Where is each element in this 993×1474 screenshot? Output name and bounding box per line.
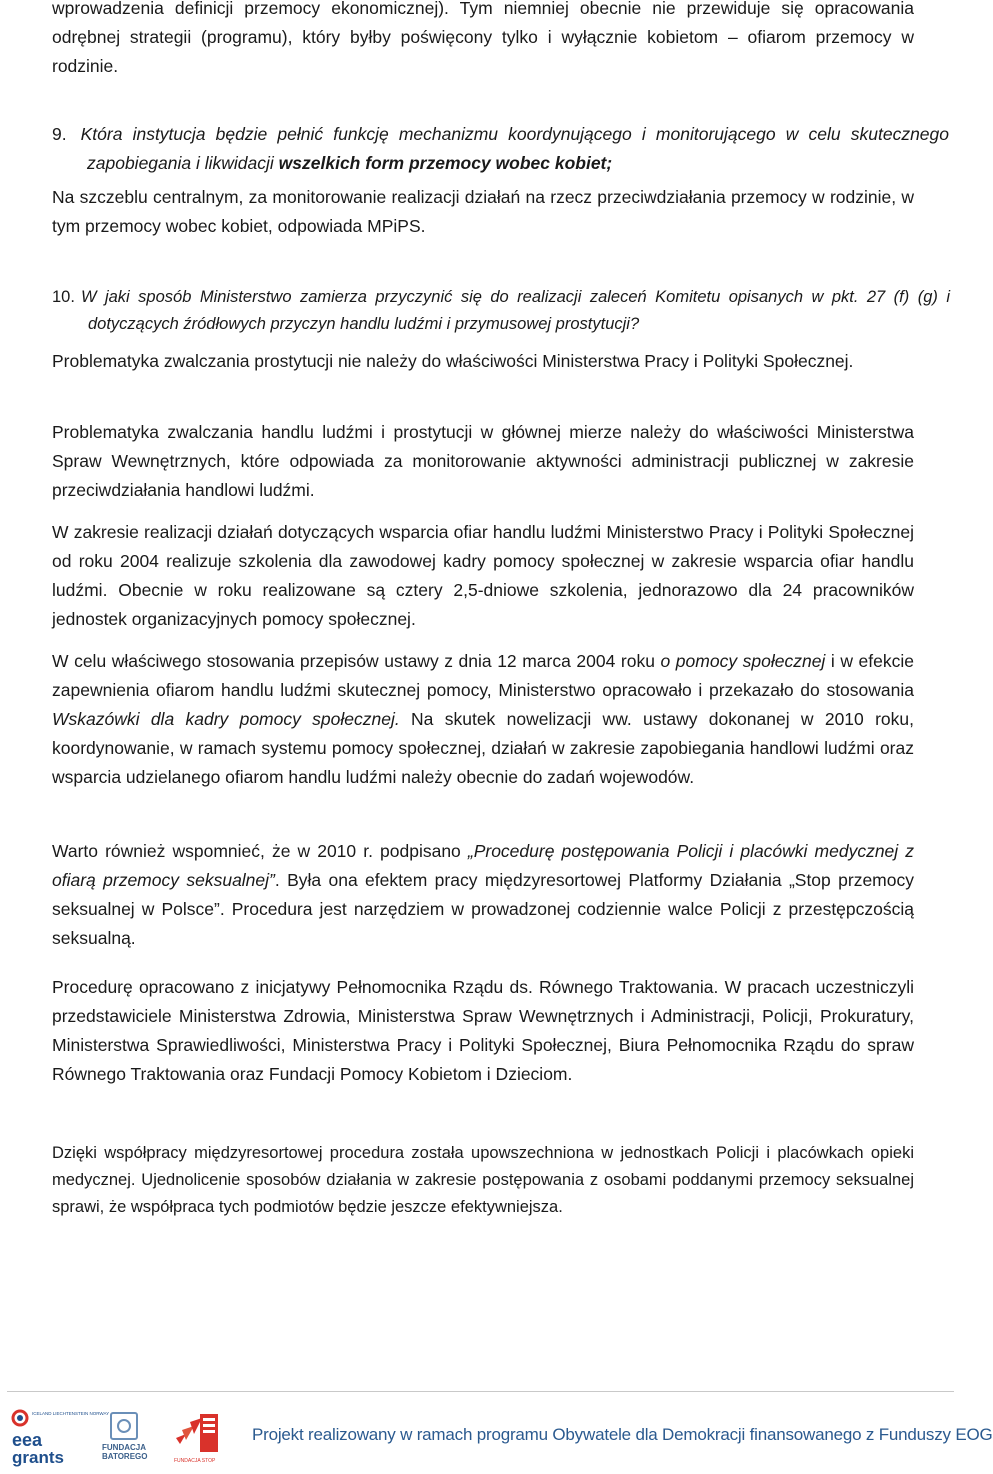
- paragraph-intro: wprowadzenia definicji przemocy ekonomicznej). Tym niemniej obecnie nie przewiduje się opracowania odrębnej strategii (programu), który byłby poświęcony tylko i wyłącznie kobietom – ofiarom przemocy w rodzinie.: [52, 0, 914, 76]
- answer-10-ministry: Problematyka zwalczania handlu ludźmi i prostytucji w głównej mierze należy do właściwości Ministerstwa Spraw Wewnętrznych, które odpowiada za monitorowanie aktywności administracji publicznej w zakresie przeciwdziałania handlowi ludźmi.: [52, 422, 914, 500]
- project-funding-note: Projekt realizowany w ramach programu Obywatele dla Demokracji finansowanego z Funduszy EOG: [252, 1425, 993, 1444]
- answer-10-training: W zakresie realizacji działań dotyczących wsparcia ofiar handlu ludźmi Ministerstwo Pracy i Polityki Społecznej od roku 2004 realizuje szkolenia dla zawodowej kadry pomocy społecznej w zakresie wsparcia ofiar handlu ludźmi. Obecnie w roku realizowane są cztery 2,5-dniowe szkolenia, jednorazowo dla 24 pracowników jednostek organizacyjnych pomocy społecznej.: [52, 522, 914, 629]
- eea-grants-logo: [8, 1406, 110, 1467]
- fundacja-batorego-logo: FUNDACJA BATOREGO: [102, 1412, 146, 1466]
- eea-grants-icon: [8, 1406, 110, 1467]
- svg-text:eea: eea: [12, 1430, 43, 1450]
- answer-10-prostitution: Problematyka zwalczania prostytucji nie należy do właściwości Ministerstwa Pracy i Polityki Społecznej.: [52, 351, 854, 371]
- answer-10-guidelines: W celu właściwego stosowania przepisów ustawy z dnia 12 marca 2004 roku o pomocy społecznej i w efekcie zapewnienia ofiarom handlu ludźmi skutecznej pomocy, Ministerstwo opracowało i przekazało do stosowania Wskazówki dla kadry pomocy społecznej. Na skutek nowelizacji ww. ustawy dokonanej w 2010 roku, koordynowanie, w ramach systemu pomocy społecznej, działań w zakresie zapobiegania handlowi ludźmi oraz wsparcia udzielanego ofiarom handlu ludźmi należy obecnie do zadań wojewodów.: [52, 651, 914, 787]
- batorego-icon: [110, 1412, 138, 1440]
- partner-logo: [172, 1404, 222, 1466]
- answer-10-cooperation: Dzięki współpracy międzyresortowej procedura została upowszechniona w jednostkach Policji i placówkach opieki medycznej. Ujednolicenie sposobów działania w zakresie postępowania z osobami poddanymi przemocy seksualnej sprawi, że współpraca tych podmiotów będzie jeszcze efektywniejsza.: [52, 1144, 914, 1216]
- answer-10-initiative: Procedurę opracowano z inicjatywy Pełnomocnika Rządu ds. Równego Traktowania. W pracach uczestniczyli przedstawiciele Ministerstwa Zdrowia, Ministerstwa Spraw Wewnętrznych i Administracji, Policji, Prokuratury, Ministerstwa Sprawiedliwości, Ministerstwa Pracy i Polityki Społecznej, Biura Pełnomocnika Rządu do spraw Równego Traktowania oraz Fundacji Pomocy Kobietom i Dzieciom.: [52, 977, 914, 1084]
- svg-text:FUNDACJA STOP: FUNDACJA STOP: [174, 1458, 216, 1464]
- question-9: 9. Która instytucja będzie pełnić funkcję mechanizmu koordynującego i monitorującego w celu skutecznego zapobiegania i likwidacji wszelkich form przemocy wobec kobiet;: [52, 124, 949, 173]
- footer: [0, 1392, 993, 1474]
- question-10: 10. W jaki sposób Ministerstwo zamierza przyczynić się do realizacji zaleceń Komitetu opisanych w pkt. 27 (f) (g) i dotyczących źródłowych przyczyn handlu ludźmi i przymusowej prostytucji?: [52, 288, 950, 333]
- answer-10-procedure: Warto również wspomnieć, że w 2010 r. podpisano „Procedurę postępowania Policji i placówki medycznej z ofiarą przemocy seksualnej”. Była ona efektem pracy międzyresortowej Platformy Działania „Stop przemocy seksualnej w Polsce”. Procedura jest narzędziem w prowadzonej codziennie walce Policji z przestępczością seksualną.: [52, 841, 914, 948]
- answer-9: Na szczeblu centralnym, za monitorowanie realizacji działań na rzecz przeciwdziałania przemocy w rodzinie, w tym przemocy wobec kobiet, odpowiada MPiPS.: [52, 187, 914, 236]
- star-icon: [172, 1404, 222, 1466]
- svg-text:grants: grants: [12, 1448, 64, 1467]
- svg-text:ICELAND LIECHTENSTEIN NORWAY: ICELAND LIECHTENSTEIN NORWAY: [32, 1411, 110, 1416]
